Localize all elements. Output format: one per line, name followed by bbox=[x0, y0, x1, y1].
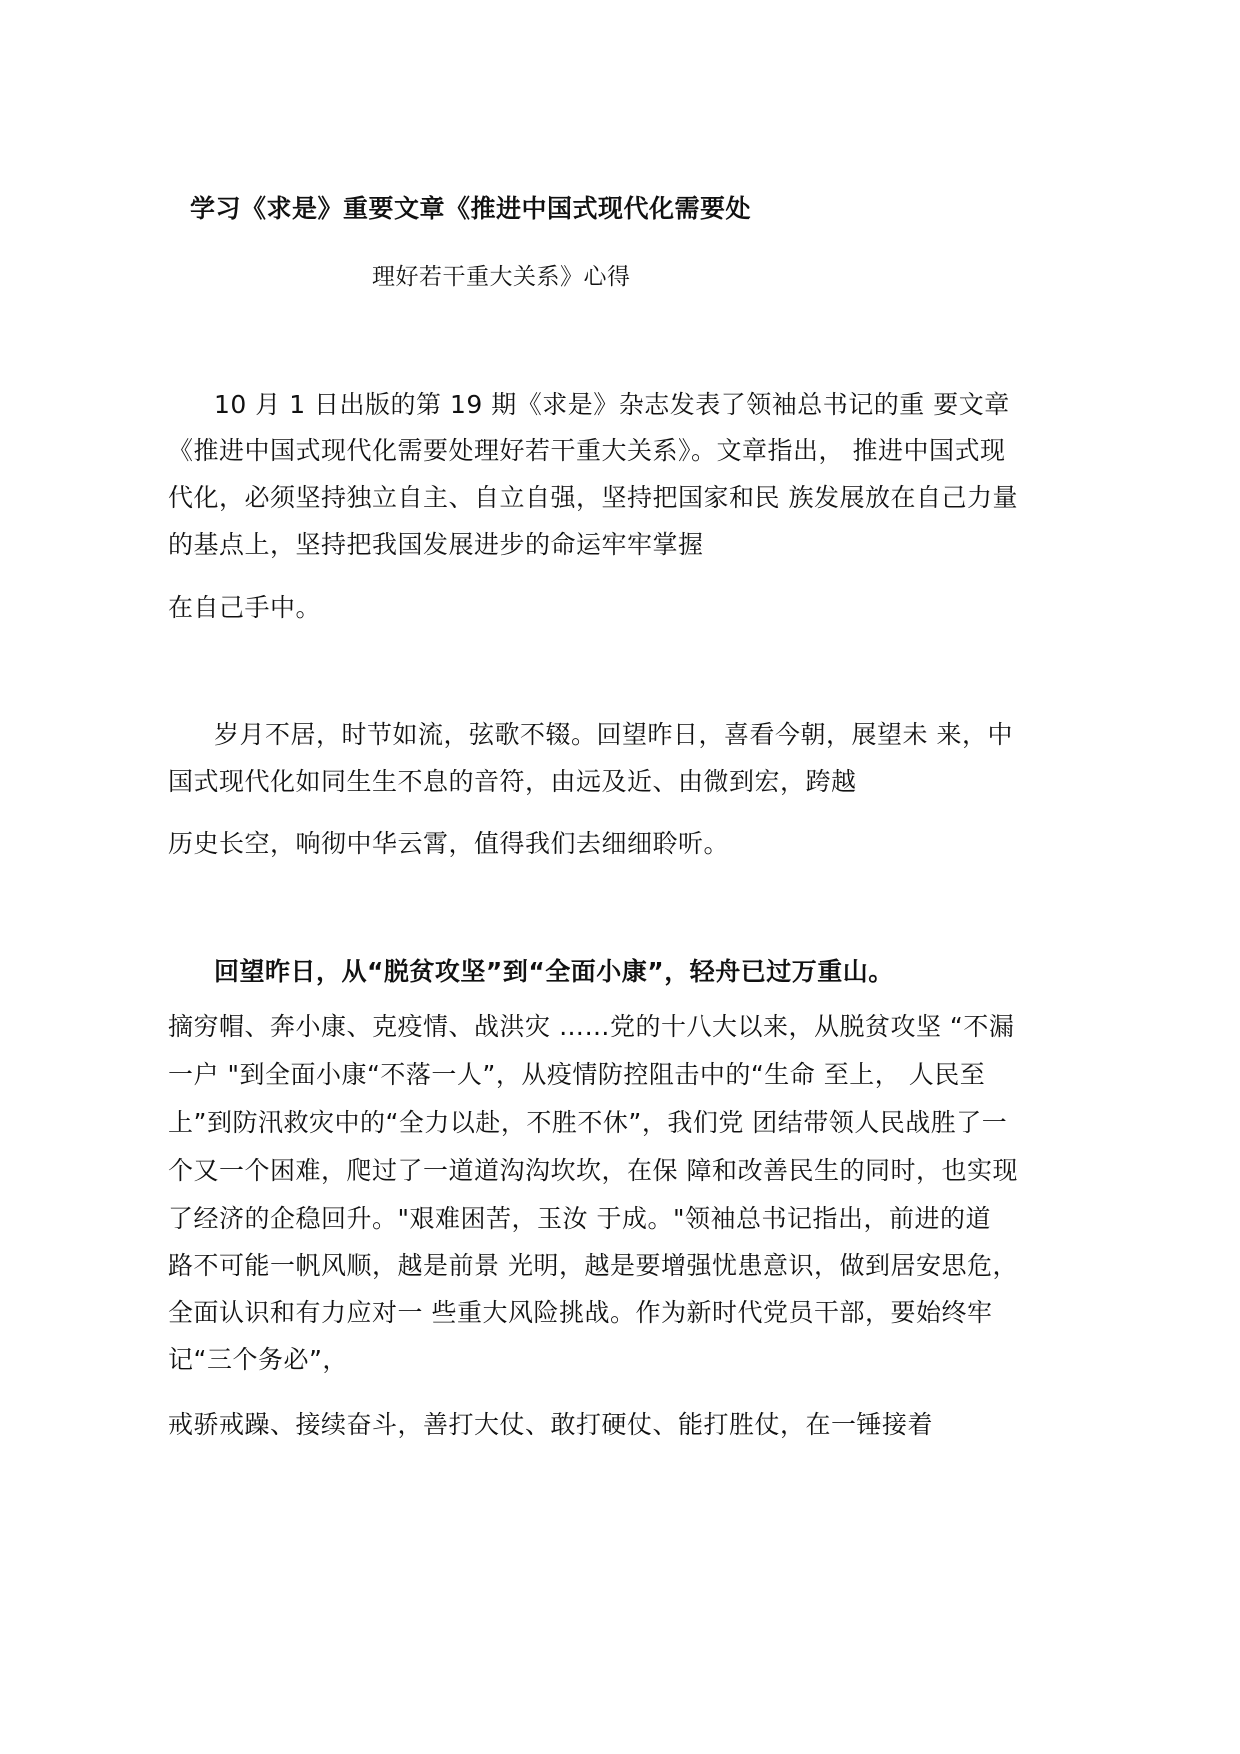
paragraph3-line: 了经济的企稳回升。"艰难困苦，玉汝 于成。"领袖总书记指出，前进的道 bbox=[168, 1204, 991, 1233]
section-heading: 回望昨日，从“脱贫攻坚”到“全面小康”，轻舟已过万重山。 bbox=[214, 957, 894, 986]
paragraph3-line: 上”到防汛救灾中的“全力以赴，不胜不休”，我们党 团结带领人民战胜了一 bbox=[168, 1108, 1008, 1137]
paragraph3-line: 路不可能一帆风顺，越是前景 光明，越是要增强忧患意识，做到居安思危， bbox=[168, 1251, 1018, 1280]
paragraph1-tail: 在自己手中。 bbox=[168, 593, 322, 622]
paragraph2-line: 国式现代化如同生生不息的音符，由远及近、由微到宏，跨越 bbox=[168, 767, 857, 796]
paragraph1-line: 的基点上，坚持把我国发展进步的命运牢牢掌握 bbox=[168, 530, 704, 559]
paragraph2-tail: 历史长空，响彻中华云霄，值得我们去细细聆听。 bbox=[168, 829, 730, 858]
paragraph3-line: 摘穷帽、奔小康、克疫情、战洪灾 ……党的十八大以来，从脱贫攻坚 “不漏 bbox=[168, 1012, 1015, 1041]
document-title-line1: 学习《求是》重要文章《推进中国式现代化需要处 bbox=[190, 194, 752, 223]
paragraph1-line: 代化，必须坚持独立自主、自立自强，坚持把国家和民 族发展放在自己力量 bbox=[168, 483, 1018, 512]
paragraph3-line: 个又一个困难，爬过了一道道沟沟坎坎，在保 障和改善民生的同时，也实现 bbox=[168, 1156, 1018, 1185]
document-title-line2: 理好若干重大关系》心得 bbox=[372, 264, 631, 290]
paragraph3-line: 全面认识和有力应对一 些重大风险挑战。作为新时代党员干部，要始终牢 bbox=[168, 1298, 993, 1327]
paragraph3-tail: 戒骄戒躁、接续奋斗，善打大仗、敢打硬仗、能打胜仗，在一锤接着 bbox=[168, 1410, 934, 1439]
paragraph1-line: 10 月 1 日出版的第 19 期《求是》杂志发表了领袖总书记的重 要文章 bbox=[214, 390, 1010, 419]
paragraph1-line: 《推进中国式现代化需要处理好若干重大关系》。文章指出， 推进中国式现 bbox=[168, 436, 1006, 465]
paragraph3-line: 一户 "到全面小康“不落一人”，从疫情防控阻击中的“生命 至上， 人民至 bbox=[168, 1060, 986, 1089]
paragraph2-line: 岁月不居，时节如流，弦歌不辍。回望昨日，喜看今朝，展望未 来，中 bbox=[214, 720, 1013, 749]
paragraph3-line: 记“三个务必”， bbox=[168, 1345, 348, 1374]
